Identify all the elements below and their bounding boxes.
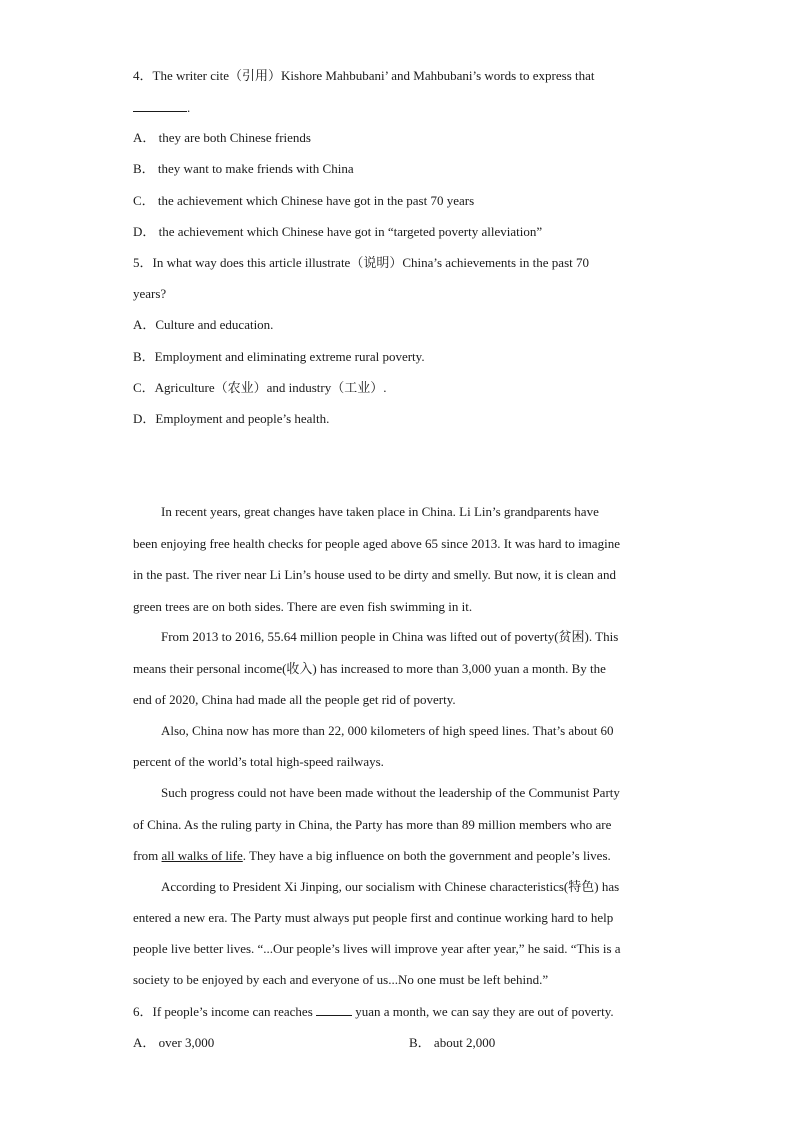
passage-line: Such progress could not have been made without the leadership of the Communist Party bbox=[161, 785, 620, 800]
question-5-option-c: C．Agriculture（农业）and industry（工业）. bbox=[133, 380, 387, 395]
question-5-stem-continued: years? bbox=[133, 286, 167, 301]
question-6-option-a: A． over 3,000 bbox=[133, 1035, 215, 1050]
passage-line: In recent years, great changes have taken place in China. Li Lin’s grandparents have bbox=[161, 504, 599, 519]
question-5-stem: 5．In what way does this article illustrate（说明）China’s achievements in the past 70 bbox=[133, 255, 589, 270]
passage-line: society to be enjoyed by each and everyone of us...No one must be left behind.” bbox=[133, 972, 549, 987]
passage-line: According to President Xi Jinping, our socialism with Chinese characteristics(特色) has bbox=[161, 879, 620, 894]
question-4-stem-continued: . bbox=[133, 100, 190, 116]
passage-line: in the past. The river near Li Lin’s house used to be dirty and smelly. But now, it is clean and bbox=[133, 567, 616, 582]
question-5-option-b: B．Employment and eliminating extreme rural poverty. bbox=[133, 349, 425, 364]
question-4-option-b: B． they want to make friends with China bbox=[133, 161, 354, 176]
passage-line: From 2013 to 2016, 55.64 million people in China was lifted out of poverty(贫困). This bbox=[161, 629, 619, 644]
question-4-option-a: A． they are both Chinese friends bbox=[133, 130, 311, 145]
passage-line: end of 2020, China had made all the people get rid of poverty. bbox=[133, 692, 456, 707]
answer-blank bbox=[133, 100, 187, 112]
underlined-phrase: all walks of life bbox=[161, 848, 243, 863]
question-4-option-d: D． the achievement which Chinese have got in “targeted poverty alleviation” bbox=[133, 224, 543, 239]
question-5-option-a: A．Culture and education. bbox=[133, 317, 274, 332]
passage-line: been enjoying free health checks for people aged above 65 since 2013. It was hard to imagine bbox=[133, 536, 620, 551]
question-6-stem: 6．If people’s income can reaches yuan a month, we can say they are out of poverty. bbox=[133, 1004, 614, 1019]
passage-line: people live better lives. “...Our people’s lives will improve year after year,” he said. “This is a bbox=[133, 941, 621, 956]
passage-line: Also, China now has more than 22, 000 kilometers of high speed lines. That’s about 60 bbox=[161, 723, 614, 738]
passage-line: means their personal income(收入) has increased to more than 3,000 yuan a month. By the bbox=[133, 661, 606, 676]
question-5-option-d: D．Employment and people’s health. bbox=[133, 411, 330, 426]
passage-line: percent of the world’s total high-speed railways. bbox=[133, 754, 384, 769]
question-4-stem: 4．The writer cite（引用）Kishore Mahbubani’ and Mahbubani’s words to express that bbox=[133, 68, 595, 83]
question-6-option-b: B． about 2,000 bbox=[409, 1035, 496, 1050]
passage-line: from all walks of life. They have a big influence on both the government and people’s lives. bbox=[133, 848, 611, 863]
passage-line: entered a new era. The Party must always put people first and continue working hard to help bbox=[133, 910, 614, 925]
question-4-option-c: C． the achievement which Chinese have got in the past 70 years bbox=[133, 193, 475, 208]
passage-line: of China. As the ruling party in China, the Party has more than 89 million members who are bbox=[133, 817, 612, 832]
answer-blank bbox=[316, 1004, 352, 1016]
passage-line: green trees are on both sides. There are even fish swimming in it. bbox=[133, 599, 473, 614]
